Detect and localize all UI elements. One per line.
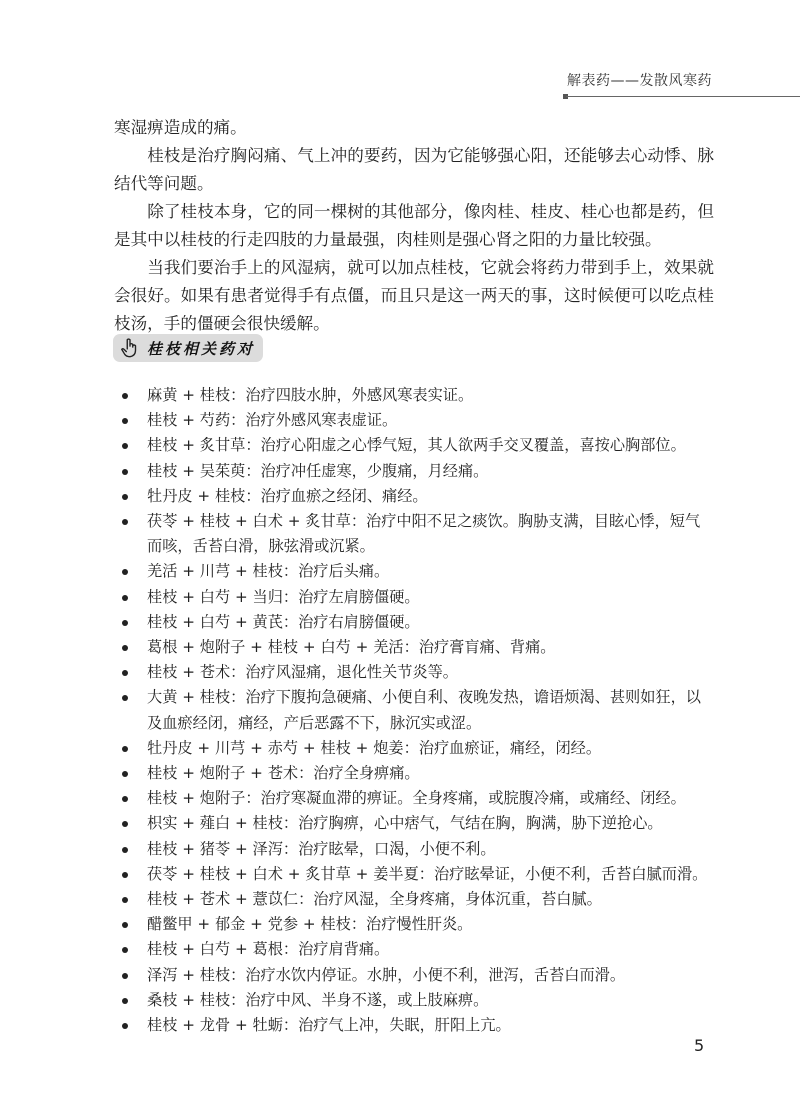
list-item-text: 醋鳖甲 + 郁金 + 党参 + 桂枝：治疗慢性肝炎。 (147, 915, 473, 934)
bullet-icon (122, 872, 128, 878)
bullet-icon (122, 620, 128, 626)
list-item-text: 桂枝 + 白芍 + 葛根：治疗肩背痛。 (147, 940, 390, 959)
list-item-text: 枳实 + 薤白 + 桂枝：治疗胸痹，心中痞气，气结在胸，胸满，胁下逆抢心。 (147, 814, 663, 833)
list-item (118, 484, 714, 509)
list-item-text: 茯苓 + 桂枝 + 白术 + 炙甘草：治疗中阳不足之痰饮。胸胁支满，目眩心悸，短气而咳，舌苔白滑，脉弦滑或沉紧。 (147, 512, 701, 556)
list-item-text: 桂枝 + 白芍 + 黄芪：治疗右肩膀僵硬。 (147, 612, 420, 631)
list-item (118, 383, 714, 408)
bullet-icon (122, 1023, 128, 1029)
list-item-text: 桂枝 + 苍术 + 薏苡仁：治疗风湿，全身疼痛，身体沉重，苔白腻。 (147, 890, 602, 909)
body-text (114, 114, 714, 338)
list-item (118, 963, 714, 988)
list-item-text: 桂枝 + 猪苓 + 泽泻：治疗眩晕，口渴，小便不利。 (147, 839, 496, 858)
list-item-text: 牡丹皮 + 桂枝：治疗血瘀之经闭、痛经。 (147, 486, 428, 505)
list-item (118, 988, 714, 1013)
bullet-icon (122, 595, 128, 601)
bullet-icon (122, 443, 128, 449)
pointing-hand-icon (119, 337, 141, 359)
list-item (118, 610, 714, 635)
list-item (118, 837, 714, 862)
list-item (118, 685, 714, 735)
list-item-text: 桑枝 + 桂枝：治疗中风、半身不遂，或上肢麻痹。 (147, 990, 489, 1009)
paragraph: 当我们要治手上的风湿病，就可以加点桂枝，它就会将药力带到手上，效果就会很好。如果有患者觉得手有点僵，而且只是这一两天的事，这时候便可以吃点桂枝汤，手的僵硬会很快缓解。 (114, 258, 714, 333)
bullet-icon (122, 973, 128, 979)
list-item-text: 桂枝 + 炮附子：治疗寒凝血滞的痹证。全身疼痛，或脘腹冷痛，或痛经、闭经。 (147, 789, 686, 808)
paragraph: 桂枝是治疗胸闷痛、气上冲的要药，因为它能够强心阳，还能够去心动悸、脉结代等问题。 (114, 146, 714, 193)
section-heading (113, 334, 263, 362)
list-item (118, 408, 714, 433)
bullet-icon (122, 947, 128, 953)
list-item (118, 635, 714, 660)
bullet-icon (122, 418, 128, 424)
bullet-icon (122, 519, 128, 525)
list-item-text: 桂枝 + 苍术：治疗风湿痛，退化性关节炎等。 (147, 663, 458, 682)
herb-pair-list (118, 383, 714, 1038)
list-item (118, 585, 714, 610)
list-item (118, 937, 714, 962)
section-title: 桂枝相关药对 (147, 339, 256, 358)
bullet-icon (122, 847, 128, 853)
list-item (118, 786, 714, 811)
bullet-icon (122, 494, 128, 500)
list-item-text: 茯苓 + 桂枝 + 白术 + 炙甘草 + 姜半夏：治疗眩晕证，小便不利，舌苔白腻而滑。 (147, 864, 708, 883)
bullet-icon (122, 569, 128, 575)
list-item-text: 牡丹皮 + 川芎 + 赤芍 + 桂枝 + 炮姜：治疗血瘀证，痛经，闭经。 (147, 738, 602, 757)
list-item (118, 1013, 714, 1038)
paragraph: 除了桂枝本身，它的同一棵树的其他部分，像肉桂、桂皮、桂心也都是药，但是其中以桂枝的行走四肢的力量最强，肉桂则是强心肾之阳的力量比较强。 (114, 202, 714, 249)
bullet-icon (122, 796, 128, 802)
bullet-icon (122, 695, 128, 701)
list-item (118, 811, 714, 836)
list-item-text: 桂枝 + 芍药：治疗外感风寒表虚证。 (147, 411, 398, 430)
page-number: 5 (694, 1036, 705, 1055)
list-item (118, 459, 714, 484)
bullet-icon (122, 922, 128, 928)
bullet-icon (122, 998, 128, 1004)
list-item (118, 660, 714, 685)
paragraph: 寒湿痹造成的痛。 (114, 118, 247, 137)
list-item-text: 桂枝 + 白芍 + 当归：治疗左肩膀僵硬。 (147, 587, 420, 606)
list-item-text: 葛根 + 炮附子 + 桂枝 + 白芍 + 羌活：治疗膏肓痛、背痛。 (147, 638, 556, 657)
list-item-text: 大黄 + 桂枝：治疗下腹拘急硬痛、小便自利、夜晚发热，谵语烦渴、甚则如狂，以及血瘀经闭，痛经，产后恶露不下，脉沉实或涩。 (147, 688, 701, 732)
list-item-text: 桂枝 + 炮附子 + 苍术：治疗全身痹痛。 (147, 764, 420, 783)
list-item (118, 433, 714, 458)
bullet-icon (122, 469, 128, 475)
list-item-text: 桂枝 + 龙骨 + 牡蛎：治疗气上冲，失眠，肝阳上亢。 (147, 1016, 511, 1035)
bullet-icon (122, 746, 128, 752)
bullet-icon (122, 821, 128, 827)
list-item (118, 912, 714, 937)
list-item (118, 736, 714, 761)
list-item (118, 559, 714, 584)
list-item-text: 泽泻 + 桂枝：治疗水饮内停证。水肿，小便不利，泄泻，舌苔白而滑。 (147, 965, 626, 984)
bullet-icon (122, 771, 128, 777)
list-item (118, 887, 714, 912)
list-item-text: 桂枝 + 炙甘草：治疗心阳虚之心悸气短，其人欲两手交叉覆盖，喜按心胸部位。 (147, 436, 686, 455)
list-item-text: 麻黄 + 桂枝：治疗四肢水肿，外感风寒表实证。 (147, 386, 474, 404)
list-item (118, 509, 714, 559)
list-item (118, 761, 714, 786)
list-item-text: 羌活 + 川芎 + 桂枝：治疗后头痛。 (147, 562, 390, 581)
list-item-text: 桂枝 + 吴茱萸：治疗冲任虚寒，少腹痛，月经痛。 (147, 461, 489, 480)
bullet-icon (122, 645, 128, 651)
list-item (118, 862, 714, 887)
header-rule (566, 96, 800, 97)
running-header-title: 解表药——发散风寒药 (567, 73, 712, 89)
bullet-icon (122, 670, 128, 676)
bullet-icon (122, 897, 128, 903)
bullet-icon (122, 393, 128, 399)
